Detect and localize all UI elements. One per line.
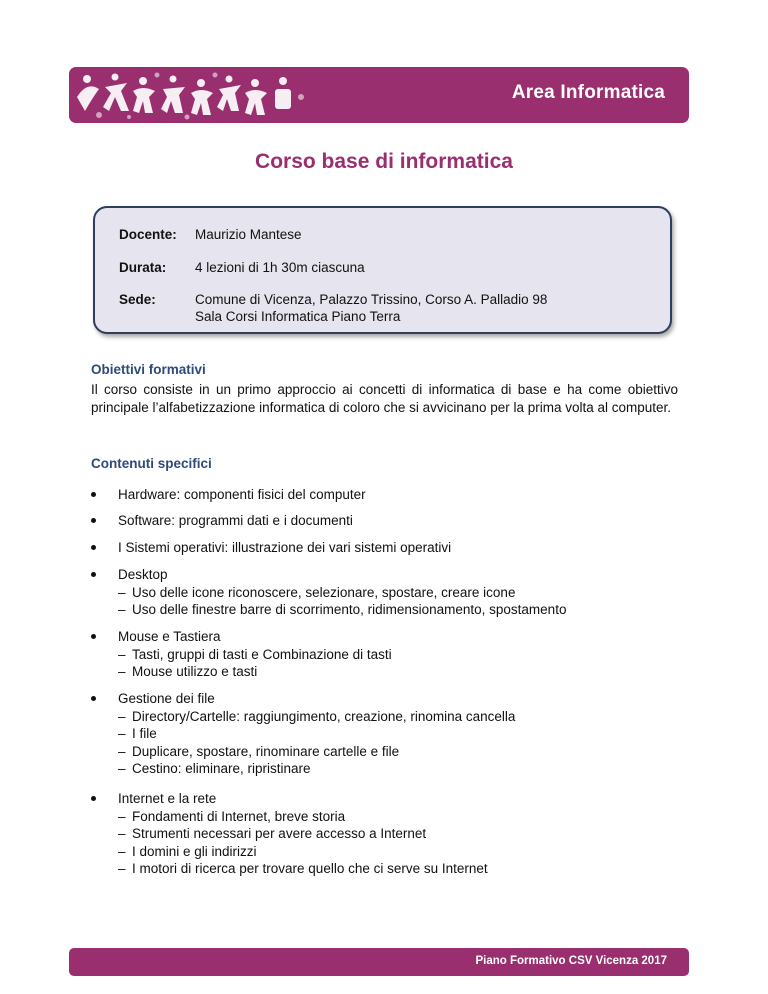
footer-bar (69, 948, 689, 976)
dash-icon: – (118, 743, 126, 759)
sub-item (118, 808, 488, 826)
bullet-icon (91, 492, 96, 497)
sub-item-label: Uso delle finestre barre di scorrimento, ridimensionamento, spostamento (132, 602, 567, 617)
list-item-label: I Sistemi operativi: illustrazione dei vari sistemi operativi (118, 540, 452, 555)
dash-icon: – (118, 646, 126, 662)
bullet-icon (91, 634, 96, 639)
sub-item-label: Strumenti necessari per avere accesso a Internet (132, 826, 427, 841)
dash-icon: – (118, 708, 126, 724)
sub-item-label: Uso delle icone riconoscere, selezionare, spostare, creare icone (132, 584, 516, 600)
bullet-icon (91, 696, 96, 701)
page-title: Corso base di informatica (255, 150, 513, 173)
list-item-label: Gestione dei file (118, 691, 215, 706)
list-item-label: Internet e la rete (118, 791, 217, 806)
people-figures-icon (69, 67, 319, 123)
bullet-icon (91, 518, 96, 523)
sub-item-label: Tasti, gruppi di tasti e Combinazione di tasti (132, 646, 392, 662)
list-item-content (118, 566, 566, 619)
sub-item (118, 860, 488, 878)
dash-icon: – (118, 843, 126, 859)
list-item-content (118, 690, 515, 778)
course-info-box (93, 206, 672, 334)
duration-label: Durata: (119, 260, 167, 275)
objectives-text: Il corso consiste in un primo approccio ai concetti di informatica di base e ha come obiettivo principale l’alfabetizzazione informatica di coloro che si avvicinano per la prima volta al computer. (91, 382, 678, 415)
bullet-icon (91, 545, 96, 550)
sub-item (118, 725, 515, 743)
sub-item-label: I motori di ricerca per trovare quello che ci serve su Internet (132, 861, 488, 876)
venue-line-1: Comune di Vicenza, Palazzo Trissino, Corso A. Palladio 98 (195, 292, 548, 307)
list-item-content (118, 539, 451, 557)
sub-item (118, 663, 392, 681)
sub-item (118, 760, 515, 778)
dash-icon: – (118, 602, 126, 617)
bullet-icon (91, 572, 96, 577)
sub-item (118, 646, 392, 664)
sub-item-label: Duplicare, spostare, rinominare cartelle e file (132, 743, 400, 759)
dash-icon: – (118, 726, 126, 741)
sub-item-label: Cestino: eliminare, ripristinare (132, 761, 311, 776)
teacher-value: Maurizio Mantese (195, 227, 302, 242)
list-item-content (118, 790, 488, 878)
sub-item-label: Mouse utilizzo e tasti (132, 664, 258, 679)
contents-heading: Contenuti specifici (91, 456, 212, 471)
list-item-label: Mouse e Tastiera (118, 629, 221, 644)
sub-item (118, 743, 515, 761)
dash-icon: – (118, 826, 126, 841)
venue-value (195, 291, 547, 325)
list-item-content (118, 512, 353, 530)
list-item-content (118, 486, 366, 504)
list-item-label: Desktop (118, 567, 168, 582)
dash-icon: – (118, 584, 126, 600)
sub-item-label: Fondamenti di Internet, breve storia (132, 808, 346, 824)
objectives-heading: Obiettivi formativi (91, 362, 206, 377)
sub-item (118, 708, 515, 726)
dash-icon: – (118, 761, 126, 776)
venue-line-2: Sala Corsi Informatica Piano Terra (195, 309, 401, 324)
sub-item-label: I file (132, 726, 157, 741)
sub-item-label: Directory/Cartelle: raggiungimento, creazione, rinomina cancella (132, 708, 516, 724)
sub-item (118, 843, 488, 861)
banner-title: Area Informatica (511, 82, 665, 103)
list-item-label: Hardware: componenti fisici del computer (118, 487, 366, 502)
sub-item (118, 825, 488, 843)
list-item-label: Software: programmi dati e i documenti (118, 513, 353, 528)
sub-item-label: I domini e gli indirizzi (132, 843, 257, 859)
duration-value: 4 lezioni di 1h 30m ciascuna (195, 260, 365, 275)
dash-icon: – (118, 664, 126, 679)
header-banner (69, 67, 689, 123)
dash-icon: – (118, 808, 126, 824)
teacher-label: Docente: (119, 227, 177, 242)
sub-item (118, 601, 566, 619)
venue-label: Sede: (119, 292, 156, 307)
bullet-icon (91, 796, 96, 801)
footer-text: Piano Formativo CSV Vicenza 2017 (475, 955, 667, 967)
dash-icon: – (118, 861, 126, 876)
list-item-content (118, 628, 392, 681)
sub-item (118, 584, 566, 602)
